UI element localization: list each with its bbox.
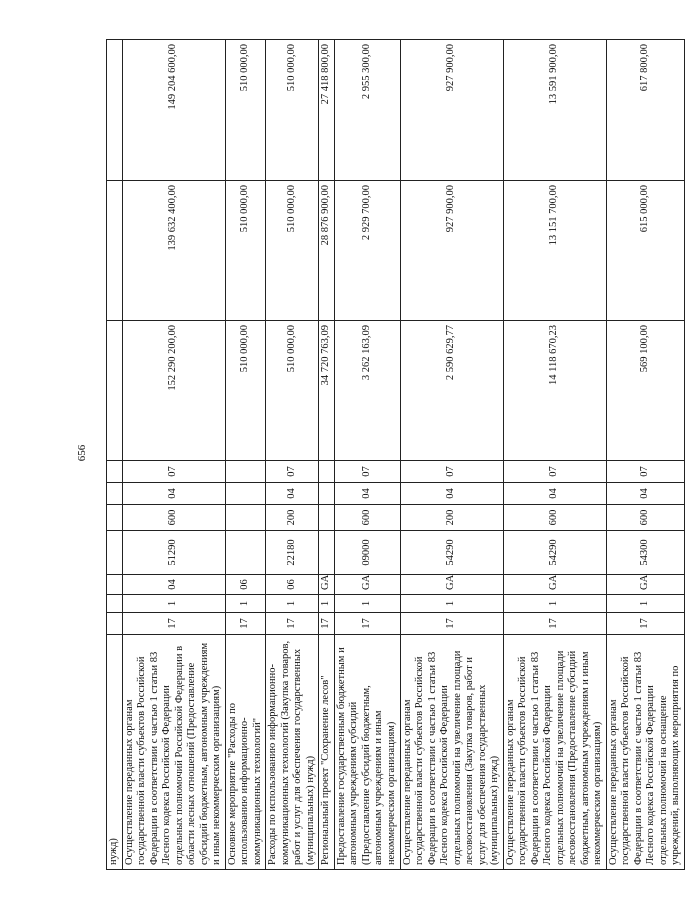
- row-description: Региональный проект "Сохранение лесов": [319, 635, 335, 870]
- col-expense-type: 200: [400, 505, 503, 531]
- col-direction: 54290: [503, 531, 606, 575]
- col-section: [319, 483, 335, 505]
- col-direction: 22180: [266, 531, 319, 575]
- col-subsection: 07: [266, 461, 319, 483]
- col-program: 1: [266, 595, 319, 613]
- col-section: 04: [503, 483, 606, 505]
- amount-year-2: 615 000,00: [606, 181, 684, 321]
- table-row: [400, 40, 503, 870]
- col-subsection: 07: [122, 461, 225, 483]
- col-direction: [319, 531, 335, 575]
- table-row: [503, 40, 606, 870]
- col-ministry: 17: [503, 613, 606, 635]
- amount-year-3: 510 000,00: [266, 40, 319, 181]
- col-ministry: [107, 613, 123, 635]
- amount-year-2: 139 632 400,00: [122, 181, 225, 321]
- amount-year-1: 2 590 629,77: [400, 321, 503, 461]
- col-program: 1: [334, 595, 400, 613]
- col-expense-type: 600: [334, 505, 400, 531]
- col-ministry: 17: [606, 613, 684, 635]
- col-ministry: 17: [225, 613, 266, 635]
- col-ministry: 17: [334, 613, 400, 635]
- col-section: [107, 483, 123, 505]
- col-direction: 54290: [400, 531, 503, 575]
- col-subsection: [319, 461, 335, 483]
- amount-year-1: 3 262 163,09: [334, 321, 400, 461]
- col-subprogram: 06: [266, 575, 319, 595]
- amount-year-3: [107, 40, 123, 181]
- col-subprogram: GA: [400, 575, 503, 595]
- col-program: 1: [122, 595, 225, 613]
- col-expense-type: [319, 505, 335, 531]
- amount-year-3: 510 000,00: [225, 40, 266, 181]
- amount-year-2: [107, 181, 123, 321]
- col-ministry: 17: [266, 613, 319, 635]
- col-program: 1: [400, 595, 503, 613]
- col-subprogram: GA: [319, 575, 335, 595]
- amount-year-2: 510 000,00: [266, 181, 319, 321]
- table-row: [225, 40, 266, 870]
- row-description: Осуществление переданных органам государственной власти субъектов Российской Федерации в соответствии с частью 1 статьи 83 Лесного кодекса Российской Федерации отдельных полномочий Российской Федерации в области лесных отношений (Предоставление субсидий бюджетным, автономным учреждениям и иным некоммерческим организациям): [122, 635, 225, 870]
- col-section: 04: [400, 483, 503, 505]
- table-row: [107, 40, 123, 870]
- amount-year-2: 28 876 900,00: [319, 181, 335, 321]
- col-program: [107, 595, 123, 613]
- table-row: [266, 40, 319, 870]
- amount-year-3: 617 800,00: [606, 40, 684, 181]
- col-direction: [107, 531, 123, 575]
- amount-year-3: 927 900,00: [400, 40, 503, 181]
- budget-table: [106, 39, 685, 870]
- amount-year-1: 34 720 763,09: [319, 321, 335, 461]
- col-expense-type: 600: [503, 505, 606, 531]
- table-row: [122, 40, 225, 870]
- row-description: Основное мероприятие "Расходы по использованию информационно-коммуникационных технологий": [225, 635, 266, 870]
- row-description: Осуществление переданных органам государственной власти субъектов Российской Федерации в соответствии с частью 1 статьи 83 Лесного кодекса Российской Федерации отдельных полномочий на оснащение учреждений, выполняющих мероприятия по: [606, 635, 684, 870]
- col-expense-type: [107, 505, 123, 531]
- col-subprogram: [107, 575, 123, 595]
- col-section: [225, 483, 266, 505]
- col-subprogram: GA: [503, 575, 606, 595]
- rotated-table-inner: [106, 40, 681, 870]
- col-program: 1: [503, 595, 606, 613]
- col-subsection: 07: [503, 461, 606, 483]
- table-row: [334, 40, 400, 870]
- col-ministry: 17: [400, 613, 503, 635]
- row-description: Осуществление переданных органам государственной власти субъектов Российской Федерации в соответствии с частью 1 статьи 83 Лесного кодекса Российской Федерации отдельных полномочий на увеличение площади лесовосстановления (Предоставление субсидий бюджетным, автономным учреждениям и иным некоммерческим организациям): [503, 635, 606, 870]
- col-subprogram: 04: [122, 575, 225, 595]
- amount-year-3: 149 204 600,00: [122, 40, 225, 181]
- row-description: Предоставление государственным бюджетным и автономным учреждениям субсидий (Предоставление субсидий бюджетным, автономным учреждениям и иным некоммерческим организациям): [334, 635, 400, 870]
- col-expense-type: [225, 505, 266, 531]
- amount-year-2: 510 000,00: [225, 181, 266, 321]
- amount-year-2: 2 929 700,00: [334, 181, 400, 321]
- col-ministry: 17: [319, 613, 335, 635]
- col-expense-type: 600: [122, 505, 225, 531]
- amount-year-3: 27 418 800,00: [319, 40, 335, 181]
- amount-year-3: 2 955 300,00: [334, 40, 400, 181]
- table-row: [606, 40, 684, 870]
- table-row: [319, 40, 335, 870]
- col-section: 04: [334, 483, 400, 505]
- col-subsection: 07: [400, 461, 503, 483]
- col-subsection: 07: [606, 461, 684, 483]
- col-direction: [225, 531, 266, 575]
- rotated-table-frame: [106, 40, 681, 870]
- col-program: 1: [319, 595, 335, 613]
- col-program: 1: [225, 595, 266, 613]
- amount-year-1: 510 000,00: [266, 321, 319, 461]
- col-section: 04: [122, 483, 225, 505]
- col-ministry: 17: [122, 613, 225, 635]
- row-description: Расходы по использованию информационно-коммуникационных технологий (Закупка товаров, работ и услуг для обеспечения государственных (муниципальных) нужд): [266, 635, 319, 870]
- col-section: 04: [266, 483, 319, 505]
- amount-year-1: [107, 321, 123, 461]
- row-description: Осуществление переданных органам государственной власти субъектов Российской Федерации в соответствии с частью 1 статьи 83 Лесного кодекса Российской Федерации отдельных полномочий на увеличение площади лесовосстановления (Закупка товаров, работ и услуг для обеспечения государственных (муниципальных) нужд): [400, 635, 503, 870]
- col-subprogram: GA: [606, 575, 684, 595]
- col-program: 1: [606, 595, 684, 613]
- col-subsection: [107, 461, 123, 483]
- amount-year-1: 569 100,00: [606, 321, 684, 461]
- row-description: нужд): [107, 635, 123, 870]
- col-expense-type: 600: [606, 505, 684, 531]
- amount-year-2: 13 151 700,00: [503, 181, 606, 321]
- page-number: 656: [76, 444, 88, 462]
- amount-year-1: 510 000,00: [225, 321, 266, 461]
- col-subprogram: 06: [225, 575, 266, 595]
- col-expense-type: 200: [266, 505, 319, 531]
- col-subprogram: GA: [334, 575, 400, 595]
- amount-year-1: 14 118 670,23: [503, 321, 606, 461]
- col-subsection: [225, 461, 266, 483]
- col-direction: 51290: [122, 531, 225, 575]
- col-section: 04: [606, 483, 684, 505]
- col-subsection: 07: [334, 461, 400, 483]
- amount-year-1: 152 290 200,00: [122, 321, 225, 461]
- col-direction: 09000: [334, 531, 400, 575]
- col-direction: 54300: [606, 531, 684, 575]
- amount-year-2: 927 900,00: [400, 181, 503, 321]
- amount-year-3: 13 591 900,00: [503, 40, 606, 181]
